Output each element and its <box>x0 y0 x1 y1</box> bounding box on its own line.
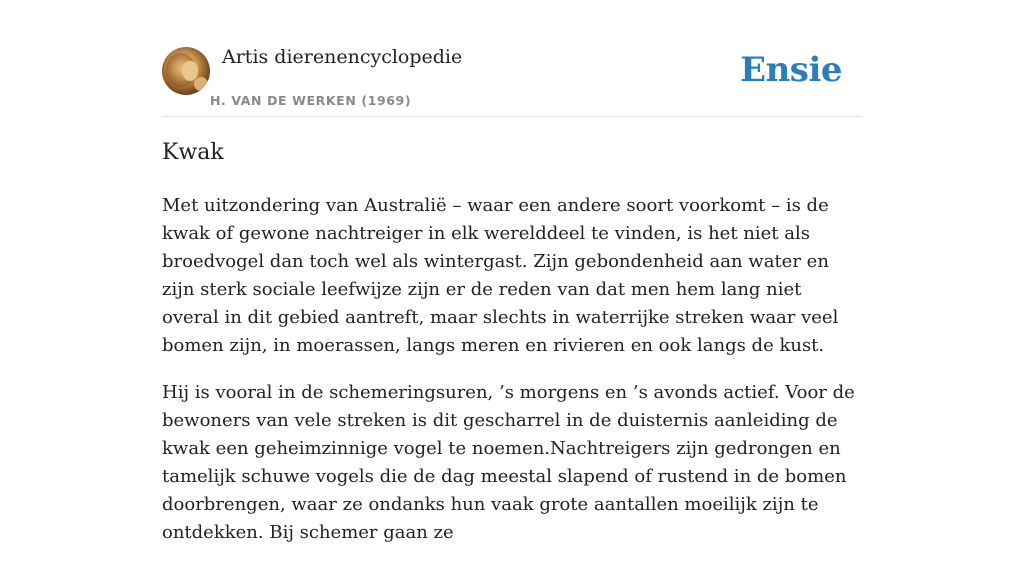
source-avatar[interactable] <box>162 47 210 95</box>
source-author: H. VAN DE WERKEN (1969) <box>210 93 412 108</box>
brand-logo[interactable]: Ensie <box>740 50 842 90</box>
source-title[interactable]: Artis dierenencyclopedie <box>222 46 463 68</box>
article-paragraph: Met uitzondering van Australië – waar een andere soort voorkomt – is de kwak of gewone nachtreiger in elk werelddeel te vinden, is het niet als broedvogel dan toch wel als wintergast. Zijn gebondenheid aan water en zijn sterk sociale leefwijze zijn er de reden van dat men hem lang niet overal in dit gebied aantreft, maar slechts in waterrijke streken waar veel bomen zijn, in moerassen, langs meren en rivieren en ook langs de kust. <box>162 195 839 356</box>
lion-cub <box>194 77 208 91</box>
source-header <box>162 40 862 117</box>
article-paragraph: Hij is vooral in de schemeringsuren, ’s morgens en ’s avonds actief. Voor de bewoners van vele streken is dit gescharrel in de duisternis aanleiding de kwak een geheimzinnige vogel te noemen.Nachtreigers zijn gedrongen en tamelijk schuwe vogels die de dag meestal slapend of rustend in de bomen doorbrengen, waar ze ondanks hun vaak grote aantallen moeilijk zijn te ontdekken. Bij schemer gaan ze <box>162 382 855 543</box>
article-body <box>162 192 862 566</box>
article-title: Kwak <box>162 140 224 165</box>
